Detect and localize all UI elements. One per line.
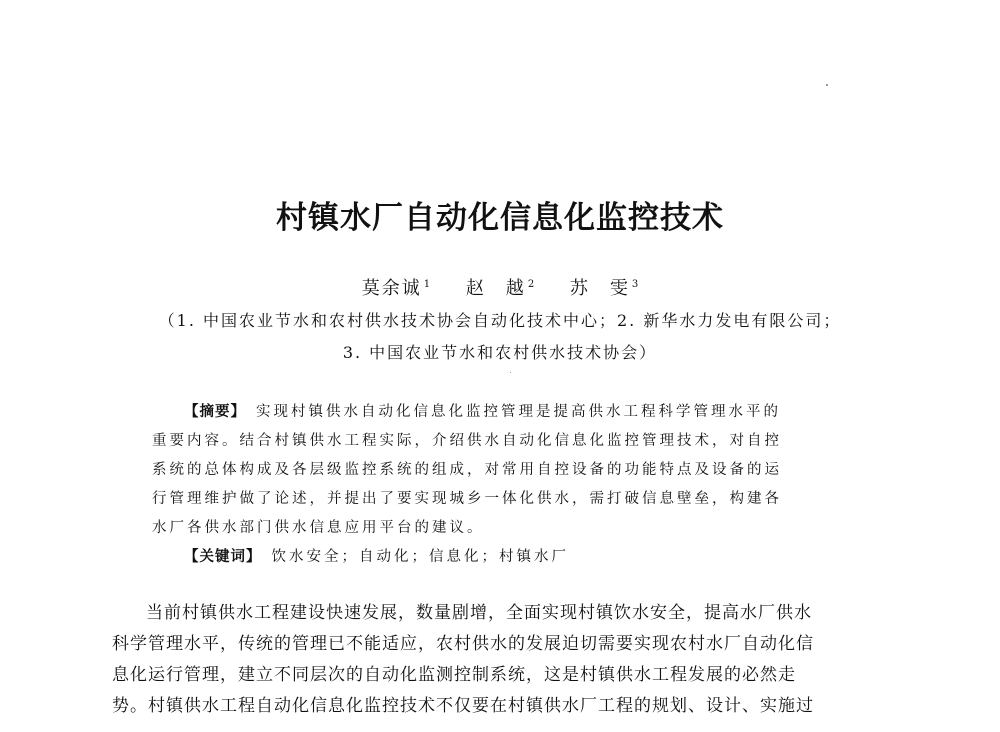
abstract-line [152,398,867,427]
abstract-line: 系统的总体构成及各层级监控系统的组成，对常用自控设备的功能特点及设备的运 [152,462,782,478]
affiliation-line-1: （1. 中国农业节水和农村供水技术协会自动化技术中心；2. 新华水力发电有限公司； [158,311,842,330]
scan-speck [510,372,511,373]
abstract-label: 【摘要】 [184,404,246,420]
abstract-line: 行管理维护做了论述，并提出了要实现城乡一体化供水，需打破信息壁垒，构建各 [152,491,782,507]
abstract-line: 水厂各供水部门供水信息应用平台的建议。 [152,520,485,536]
author-affiliation-mark: 3 [631,279,639,290]
scan-speck [826,84,828,86]
abstract-text: 实现村镇供水自动化信息化监控管理是提高供水工程科学管理水平的 [256,404,781,420]
author-name: 莫余诚 [361,278,422,299]
author-3 [570,278,638,299]
abstract-block [152,398,867,572]
keywords-text: 饮水安全；自动化；信息化；村镇水厂 [271,549,569,565]
paper-title: 村镇水厂自动化信息化监控技术 [276,200,724,236]
author-1 [362,278,430,299]
author-name: 赵 越 [465,278,526,299]
author-list [0,274,1000,300]
body-paragraph [112,598,902,722]
body-line: 息化运行管理，建立不同层次的自动化监测控制系统，这是村镇供水工程发展的必然走 [112,665,796,685]
body-line: 科学管理水平，传统的管理已不能适应，农村供水的发展迫切需要实现农村水厂自动化信 [112,634,814,654]
keywords-label: 【关键词】 [184,549,262,565]
affiliation-line-2: 3. 中国农业节水和农村供水技术协会） [342,343,658,362]
body-line: 当前村镇供水工程建设快速发展，数量剧增，全面实现村镇饮水安全，提高水厂供水 [146,603,812,623]
author-2 [466,278,534,299]
abstract-line: 重要内容。结合村镇供水工程实际，介绍供水自动化信息化监控管理技术，对自控 [152,433,782,449]
author-affiliation-mark: 1 [423,279,431,290]
author-name: 苏 雯 [569,278,630,299]
keywords-line [152,543,867,572]
body-line: 势。村镇供水工程自动化信息化监控技术不仅要在村镇供水厂工程的规划、设计、实施过 [112,696,814,716]
author-affiliation-mark: 2 [527,279,535,290]
